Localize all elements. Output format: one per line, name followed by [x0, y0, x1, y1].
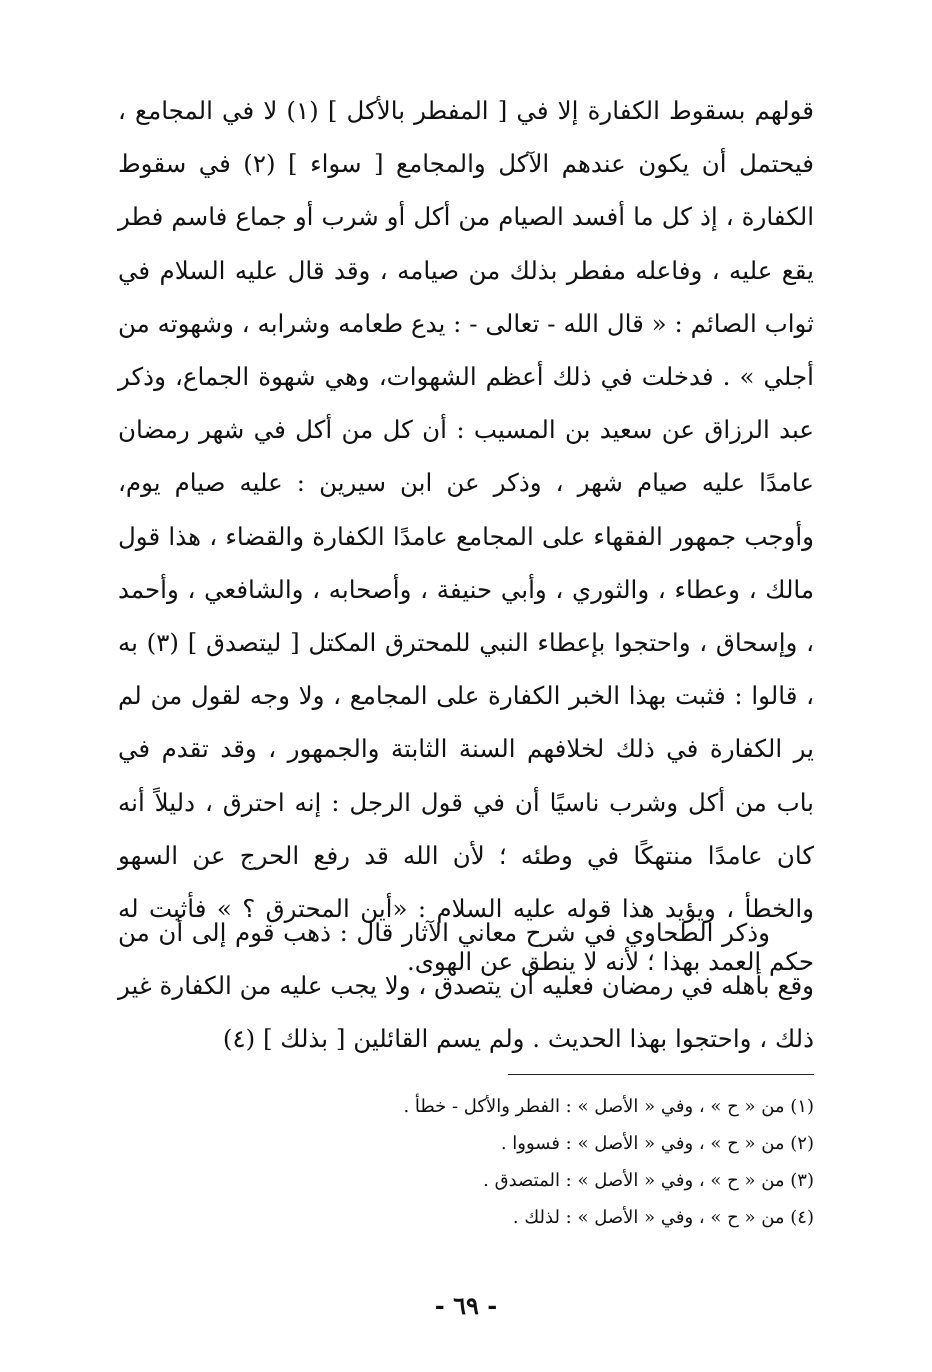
footnote: (٣) من « ح » ، وفي « الأصل » : المتصدق .: [483, 1170, 814, 1191]
footnotes: [124, 1088, 814, 1236]
footnote: (٢) من « ح » ، وفي « الأصل » : فسووا .: [500, 1133, 814, 1154]
footnote-separator: [508, 1074, 814, 1075]
body-paragraph: قولهم بسقوط الكفارة إلا في [ المفطر بالأكل ] (١) لا في المجامع ، فيحتمل أن يكون عندهم الآكل والمجامع [ سواء ] (٢) في سقوط الكفارة ، إذ كل ما أفسد الصيام من أكل أو شرب أو جماع فاسم فطر يقع عليه ، وفاعله مفطر بذلك من صيامه ، وقد قال عليه السلام في ثواب الصائم : « قال الله - تعالى - : يدع طعامه وشرابه ، وشهوته من أجلي » . فدخلت في ذلك أعظم الشهوات، وهي شهوة الجماع، وذكر عبد الرزاق عن سعيد بن المسيب : أن كل من أكل في شهر رمضان عامدًا عليه صيام شهر ، وذكر عن ابن سيرين : عليه صيام يوم، وأوجب جمهور الفقهاء على المجامع عامدًا الكفارة والقضاء ، هذا قول مالك ، وعطاء ، والثوري ، وأبي حنيفة ، وأصحابه ، والشافعي ، وأحمد ، وإسحاق ، واحتجوا بإعطاء النبي للمحترق المكتل [ ليتصدق ] (٣) به ، قالوا : فثبت بهذا الخبر الكفارة على المجامع ، ولا وجه لقول من لم ير الكفارة في ذلك لخلافهم السنة الثابتة والجمهور ، وقد تقدم في باب من أكل وشرب ناسيًا أن في قول الرجل : إنه احترق ، دليلاً أنه كان عامدًا منتهكًا في وطئه ؛ لأن الله قد رفع الحرج عن السهو والخطأ ، ويؤيد هذا قوله عليه السلام : «أين المحترق ؟ » فأثبت له حكم العمد بهذا ؛ لأنه لا ينطق عن الهوى.: [118, 96, 814, 977]
footnote: (٤) من « ح » ، وفي « الأصل » : لذلك .: [512, 1207, 814, 1228]
footnote: (١) من « ح » ، وفي « الأصل » : الفطر والأكل - خطأ .: [403, 1096, 814, 1117]
page-number: - ٦٩ -: [434, 1291, 498, 1320]
body-paragraph: وذكر الطحاوي في شرح معاني الآثار قال : ذهب قوم إلى أن من وقع بأهله في رمضان فعليه أن يتصدق ، ولا يجب عليه من الكفارة غير ذلك ، واحتجوا بهذا الحديث . ولم يسم القائلين [ بذلك ] (٤): [118, 918, 814, 1054]
